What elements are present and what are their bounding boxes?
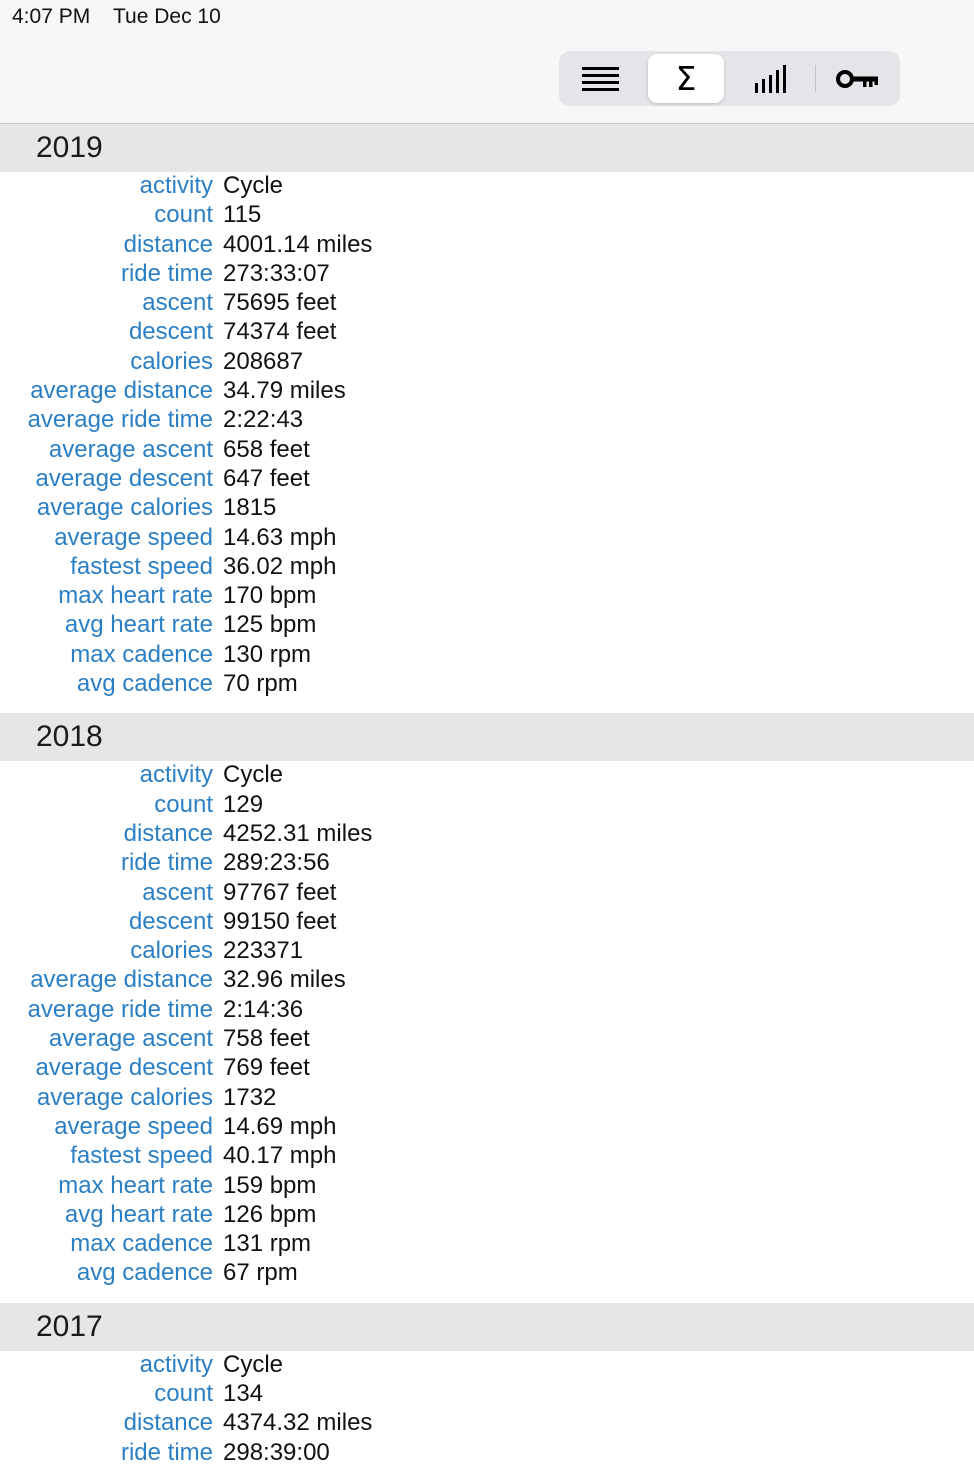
stat-label: distance — [123, 819, 213, 847]
stat-row — [0, 641, 974, 670]
stat-label: average speed — [54, 523, 213, 551]
navigation-bar — [0, 0, 974, 124]
stat-label: avg heart rate — [64, 1200, 213, 1228]
stat-label: average descent — [35, 464, 213, 492]
stat-row — [0, 761, 974, 790]
stat-row — [0, 406, 974, 435]
stat-value: 125 bpm — [223, 611, 317, 639]
stat-value: 769 feet — [223, 1054, 310, 1082]
stat-value: 75695 feet — [223, 289, 337, 317]
stat-label: average ascent — [48, 1025, 213, 1053]
stat-label: average descent — [35, 1054, 213, 1082]
stat-row — [0, 879, 974, 908]
stat-row — [0, 553, 974, 582]
stat-label: distance — [123, 1409, 213, 1437]
stat-row — [0, 1054, 974, 1083]
stat-value: 658 feet — [223, 435, 310, 463]
stat-label: calories — [130, 347, 213, 375]
stat-row — [0, 318, 974, 347]
segment-summary[interactable] — [648, 54, 724, 103]
stat-value: 74374 feet — [223, 318, 337, 346]
stat-label: avg heart rate — [64, 611, 213, 639]
stat-value: 99150 feet — [223, 907, 337, 935]
stat-label: count — [154, 201, 213, 229]
sigma-icon: Σ — [675, 59, 697, 98]
stat-label: average ride time — [27, 406, 213, 434]
segment-list[interactable] — [563, 54, 639, 103]
stat-row — [0, 465, 974, 494]
stat-row — [0, 231, 974, 260]
stat-row — [0, 937, 974, 966]
stat-value: 647 feet — [223, 464, 310, 492]
stat-value: 134 — [223, 1379, 264, 1407]
stat-row — [0, 1113, 974, 1142]
key-icon — [836, 68, 880, 90]
stat-label: fastest speed — [70, 552, 213, 580]
stat-value: 758 feet — [223, 1025, 310, 1053]
stat-label: activity — [139, 172, 213, 199]
stat-value: 208687 — [223, 347, 304, 375]
stat-value: 129 — [223, 790, 264, 818]
stat-value: Cycle — [223, 172, 284, 199]
stat-label: max cadence — [70, 640, 213, 668]
year-title: 2019 — [36, 131, 103, 164]
stat-value: 1815 — [223, 494, 277, 522]
stat-value: 97767 feet — [223, 878, 337, 906]
bar-chart-icon — [754, 64, 790, 94]
stat-label: ride time — [120, 1438, 213, 1466]
stat-row — [0, 377, 974, 406]
stat-label: max cadence — [70, 1230, 213, 1258]
stat-value: 170 bpm — [223, 582, 317, 610]
stat-value: 14.69 mph — [223, 1112, 337, 1140]
stat-label: average distance — [30, 377, 213, 405]
stat-label: average speed — [54, 1112, 213, 1140]
stat-row — [0, 260, 974, 289]
stat-label: fastest speed — [70, 1142, 213, 1170]
stat-row — [0, 494, 974, 523]
stat-label: count — [154, 1379, 213, 1407]
stat-label: descent — [128, 318, 213, 346]
stat-value: 4374.32 miles — [223, 1409, 373, 1437]
stat-value: 1732 — [223, 1083, 277, 1111]
stat-row — [0, 1351, 974, 1380]
stat-row — [0, 1025, 974, 1054]
stat-value: Cycle — [223, 761, 284, 789]
stat-value: 159 bpm — [223, 1171, 317, 1199]
stat-value: 131 rpm — [223, 1230, 312, 1258]
list-lines-icon — [582, 66, 620, 92]
stat-row — [0, 1084, 974, 1113]
stat-row — [0, 1380, 974, 1409]
stat-label: ride time — [120, 259, 213, 287]
stat-value: 34.79 miles — [223, 377, 346, 405]
stat-label: average ride time — [27, 995, 213, 1023]
stat-row — [0, 1201, 974, 1230]
stat-row — [0, 201, 974, 230]
stat-row — [0, 996, 974, 1025]
stat-value: 14.63 mph — [223, 523, 337, 551]
year-title: 2017 — [36, 1309, 103, 1343]
stat-label: average ascent — [48, 435, 213, 463]
stat-value: 36.02 mph — [223, 552, 337, 580]
stat-value: Cycle — [223, 1350, 284, 1378]
year-header — [0, 1303, 974, 1351]
stat-row — [0, 524, 974, 553]
stat-label: average distance — [30, 966, 213, 994]
stat-row — [0, 1230, 974, 1259]
stat-label: average calories — [36, 494, 213, 522]
stat-row — [0, 1439, 974, 1468]
stat-value: 70 rpm — [223, 670, 298, 698]
stat-row — [0, 908, 974, 937]
stat-label: max heart rate — [58, 582, 213, 610]
stat-row — [0, 172, 974, 201]
stat-value: 223371 — [223, 937, 304, 965]
segment-chart[interactable] — [734, 54, 810, 103]
stat-value: 4252.31 miles — [223, 819, 373, 847]
stat-row — [0, 1142, 974, 1171]
stat-value: 67 rpm — [223, 1259, 298, 1287]
stat-label: ascent — [142, 878, 213, 906]
stat-row — [0, 611, 974, 640]
segment-key[interactable] — [820, 54, 896, 103]
stat-row — [0, 436, 974, 465]
stat-label: calories — [130, 937, 213, 965]
stat-value: 289:23:56 — [223, 849, 330, 877]
year-stats — [0, 1351, 974, 1468]
year-title: 2018 — [36, 720, 103, 754]
stat-label: avg cadence — [76, 670, 213, 698]
stat-value: 273:33:07 — [223, 259, 330, 287]
stat-value: 115 — [223, 201, 262, 229]
stat-value: 130 rpm — [223, 640, 312, 668]
stat-label: ride time — [120, 849, 213, 877]
stat-row — [0, 289, 974, 318]
segment-divider — [815, 65, 816, 92]
stat-value: 32.96 miles — [223, 966, 346, 994]
year-header — [0, 124, 974, 172]
stat-label: distance — [123, 230, 213, 258]
view-segmented-control — [559, 51, 900, 106]
stat-value: 298:39:00 — [223, 1438, 330, 1466]
stat-label: max heart rate — [58, 1171, 213, 1199]
year-header — [0, 713, 974, 761]
stat-value: 40.17 mph — [223, 1142, 337, 1170]
stat-row — [0, 820, 974, 849]
stat-row — [0, 348, 974, 377]
stat-value: 126 bpm — [223, 1200, 317, 1228]
year-stats — [0, 761, 974, 1288]
stat-label: ascent — [142, 289, 213, 317]
stat-row — [0, 849, 974, 878]
stat-label: count — [154, 790, 213, 818]
status-date: Tue Dec 10 — [113, 5, 221, 28]
stat-row — [0, 1259, 974, 1288]
stat-value: 2:22:43 — [223, 406, 304, 434]
stat-row — [0, 966, 974, 995]
stat-row — [0, 670, 974, 699]
summary-list[interactable] — [0, 124, 974, 1468]
stat-label: activity — [139, 761, 213, 789]
year-stats — [0, 172, 974, 699]
stat-row — [0, 582, 974, 611]
stat-value: 4001.14 miles — [223, 230, 373, 258]
stat-row — [0, 1409, 974, 1438]
status-time: 4:07 PM — [12, 5, 91, 28]
stat-label: avg cadence — [76, 1259, 213, 1287]
stat-row — [0, 1172, 974, 1201]
stat-value: 2:14:36 — [223, 995, 304, 1023]
stat-label: activity — [139, 1350, 213, 1378]
stat-label: descent — [128, 907, 213, 935]
stat-row — [0, 791, 974, 820]
stat-label: average calories — [36, 1083, 213, 1111]
